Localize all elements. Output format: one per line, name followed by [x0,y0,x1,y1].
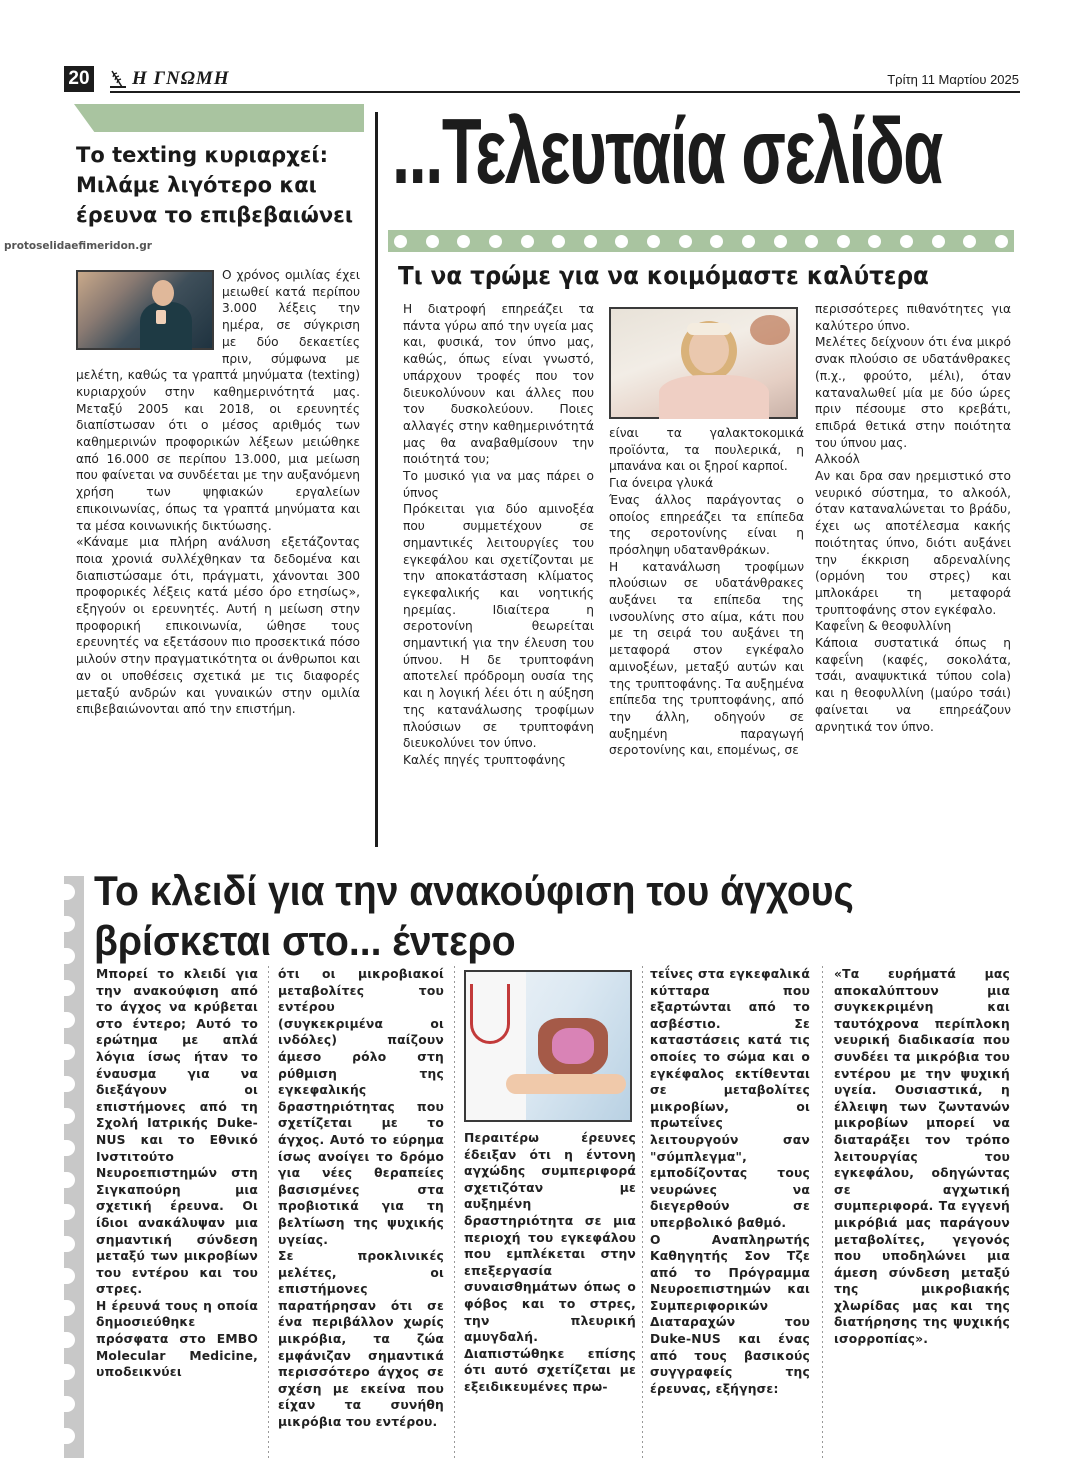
column-separator [822,966,823,1460]
page-number: 20 [64,66,94,92]
paragraph: Ο χρόνος ομιλίας έχει μειωθεί κατά περίπου 3.000 λέξεις την ημέρα, σε σύγκριση με δύο δεκαετίες πριν, σύμφωνα με μελέτη, καθώς τα γραπτά μηνύματα (texting) κυριαρχούν στην καθημερινότητά μας. Μεταξύ 2005 και 2018, οι ερευνητές διαπίστωσαν ότι ο μέσος αριθμός των καθημερινών προφορικών λέξεων μειώθηκε από 16.000 σε περίπου 13.000, μια μείωση που φαίνεται να συνδέεται με την αυξανόμενη χρήση των ψηφιακών εργαλείων επικοινωνίας, όπως τα γραπτά μηνύματα και τα μέσα κοινωνικής δικτύωσης. [76,268,360,533]
column-divider [375,112,378,847]
header-rule [110,91,1020,93]
sleeping-woman-photo [609,307,798,419]
section-banner [74,104,364,132]
paragraph: «Τα ευρήματά μας αποκαλύπτουν μια συγκεκριμένη και ταυτόχρονα περίπλοκη νευρική διαδικασία που συνδέει τα μικρόβια του εντέρου με την ψυχική υγεία. Ουσιαστικά, η έλλειψη των ζωντανών μικροβίων μπορεί να διαταράξει τον τρόπο λειτουργίας του εγκεφάλου, οδηγώντας σε αγχωτική συμπεριφορά. Τα εγγενή μικρόβιά μας παράγουν μεταβολίτες, γεγονός που υποδηλώνει μια άμεση σύνδεση μεταξύ της μικροβιακής χλωρίδας μας και της διατήρησης της ψυχικής ισορροπίας». [834,967,1010,1347]
texting-article-body [76,267,360,718]
column-separator [268,966,269,1460]
paragraph: Αν και δρα σαν ηρεμιστικό στο νευρικό σύστημα, το αλκοόλ, όταν καταναλώνεται το βράδυ, έχει ως αποτέλεσμα κακής ποιότητας ύπνο, διότι αυξάνει την έκκριση αδρεναλίνης (ορμόνη του στρες) και μπλοκάρει τη μεταφορά τρυπτοφάνης στον εγκέφαλο. [815,469,1011,617]
wheat-logo-icon [110,69,126,89]
paragraph: Κάποια συστατικά όπως η καφεΐνη (καφές, σοκολάτα, τσάι, αναψυκτικά τύπου cola) και η θεοφυλλίνη (μαύρο τσάι) φαίνεται να επηρεάζουν αρνητικά τον ύπνο. [815,636,1011,734]
sleep-column-2 [609,301,804,759]
paragraph: «Κάναμε μια πλήρη ανάλυση εξετάζοντας ποια χρονιά συλλέχθηκαν τα δεδομένα και διαπιστώσαμε ότι, πράγματι, χάνονται 300 προφορικές λέξεις κατά μέσο όρο ετησίως», εξηγούν οι ερευνητές. Αυτή η μείωση στην προφορική επικοινωνία, ώθησε τους ερευνητές να εξετάσουν πιο προσεκτικά πόσο μιλούν στην πραγματικότητα οι άνθρωποι και αν οι υποθέσεις σχετικά με τις διαφορές μεταξύ ανδρών και γυναικών στην ομιλία επιβεβαιώνονται από την επιστήμη. [76,535,360,717]
dots-divider [388,230,1014,252]
paragraph: Καλές πηγές τρυπτοφάνης [403,752,566,767]
paragraph: Ο Αναπληρωτής Καθηγητής Σον Τζε από το Πρόγραμμα Νευροεπιστημών και Συμπεριφορικών Διαταραχών του Duke-NUS και ένας από τους βασικούς συγγραφείς της έρευνας, εξήγησε: [650,1232,810,1396]
paragraph: Η έρευνά τους η οποία δημοσιεύθηκε πρόσφατα στο EMBO Molecular Medicine, υποδεικνύει [96,1298,258,1380]
masthead-logo: Η ΓΝΩΜΗ [132,68,230,89]
paragraph: Μελέτες δείχνουν ότι ένα μικρό σνακ πλούσιο σε υδατάνθρακες (π.χ., φρούτο, μέλι), όταν καταναλωθεί μία με δύο ώρες πριν πέσουμε στο κρεβάτι, επιδρά θετικά στην ποιότητα του ύπνου μας. [815,335,1011,450]
paragraph: Μπορεί το κλειδί για την ανακούφιση από το άγχος να κρύβεται στο έντερο; Αυτό το ερώτημα με απλά λόγια ίσως ήταν το έναυσμα για να διεξάγουν οι επιστήμονες από τη Σχολή Ιατρικής Duke-NUS και το Εθνικό Ινστιτούτο Νευροεπιστημών στη Σιγκαπούρη μια σχετική έρευνα. Οι ίδιοι ανακάλυψαν μια σημαντική σύνδεση μεταξύ των μικροβίων του εντέρου και του στρες. [96,967,258,1297]
film-strip-decoration [64,876,84,1458]
masthead [110,66,230,92]
paragraph: Σε προκλινικές μελέτες, οι επιστήμονες παρατήρησαν ότι σε ένα περιβάλλον χωρίς μικρόβια, τα ζώα εμφάνιζαν σημαντικά περισσότερο άγχος σε σχέση με εκείνα που είχαν τα συνήθη μικρόβια του εντέρου. [278,1249,444,1430]
gut-column-1 [96,966,258,1381]
paragraph: Πρόκειται για δύο αμινοξέα που συμμετέχουν σε σημαντικές λειτουργίες του εγκεφάλου και σχετίζονται με την αποκατάσταση κλίματος εγκεφαλικής και νοητικής ηρεμίας. Ιδιαίτερα η σεροτονίνη θεωρείται σημαντική για την έλευση του ύπνου. Η δε τρυπτοφάνη αποτελεί πρόδρομη ουσία της και η λογική λέει ότι η αύξηση της κατανάλωσης τροφίμων πλούσιων σε τρυπτοφάνη διευκολύνει τον ύπνο. [403,502,594,751]
subheading: Το μυσικό για να μας πάρει ο ύπνος [403,469,594,500]
column-separator [642,966,643,1460]
gut-headline: Το κλειδί για την ανακούφιση του άγχους βρίσκεται στο... έντερο [94,867,854,964]
paragraph: τεΐνες στα εγκεφαλικά κύτταρα που εξαρτώνται από το ασβέστιο. Σε καταστάσεις κατά τις οποίες το σώμα και ο εγκέφαλος εκτίθενται σε μεταβολίτες μικροβίων, οι πρωτεΐνες λειτουργούν σαν "σύμπλεγμα", εμποδίζοντας τους νευρώνες να διεγερθούν σε υπερβολικό βαθμό. [650,967,810,1230]
gut-column-4 [650,966,810,1397]
gut-column-2 [278,966,444,1431]
watermark: protoselidaefimeridon.gr [4,240,152,252]
sleep-headline: Τι να τρώμε για να κοιμόμαστε καλύτερα [398,261,929,290]
paragraph: Ένας άλλος παράγοντας ο οποίος επηρεάζει τα επίπεδα της σεροτονίνης είναι η πρόσληψη υδατανθράκων. [609,492,804,557]
section-title: ...Τελευταία σελίδα [392,98,942,203]
issue-date: Τρίτη 11 Μαρτίου 2025 [887,72,1019,87]
subheading: Αλκοόλ [815,452,860,467]
subheading: Καφεΐνη & θεοφυλλίνη [815,619,952,634]
paragraph: ότι οι μικροβιακοί μεταβολίτες του εντέρου (συγκεκριμένα οι ινδόλες) παίζουν άμεσο ρόλο στη ρύθμιση της εγκεφαλικής δραστηριότητας που σχετίζεται με το άγχος. Αυτό το εύρημα ίσως ανοίγει το δρόμο για νέες θεραπείες βασισμένες στα προβιοτικά για τη βελτίωση της ψυχικής υγείας. [278,967,444,1247]
texting-headline: Το texting κυριαρχεί: Μιλάμε λιγότερο και έρευνα το επιβεβαιώνει [76,143,354,227]
doctor-gut-model-photo [464,970,632,1122]
gut-column-3 [464,966,636,1396]
paragraph: είναι τα γαλακτοκομικά προϊόντα, τα πουλερικά, η μπανάνα και οι ξηροί καρποί. [609,426,804,474]
paragraph: Η κατανάλωση τροφίμων πλούσιων σε υδατάνθρακες αυξάνει τα επίπεδα της ινσουλίνης στο αίμα, κάτι που με τη σειρά του αυξάνει τη μεταφορά στον εγκέφαλο αμινοξέων, μεταξύ αυτών και της τρυπτοφάνης. Τα αυξημένα επίπεδα της τρυπτοφάνης, από την άλλη, οδηγούν σε αυξημένη παραγωγή σεροτονίνης και, επομένως, σε [609,559,804,758]
sleep-column-1 [403,301,594,769]
paragraph: Περαιτέρω έρευνες έδειξαν ότι η έντονη αγχώδης συμπεριφορά σχετιζόταν με αυξημένη δραστηριότητα σε μια περιοχή του εγκεφάλου που εμπλέκεται στην επεξεργασία συναισθημάτων όπως ο φόβος και το στρες, την πλευρική αμυγδαλή. Διαπιστώθηκε επίσης ότι αυτό σχετίζεται με εξειδικευμένες πρω- [464,1131,636,1394]
column-separator [454,966,455,1460]
subheading: Για όνειρα γλυκά [609,476,714,491]
paragraph: Η διατροφή επηρεάζει τα πάντα γύρω από την υγεία μας και, φυσικά, τον ύπνο μας, καθώς, όπως είναι γνωστό, υπάρχουν τροφές που τον διευκολύνουν και άλλες που τον δυσκολεύουν. Ποιες αλλαγές στην καθημερινότητά μας θα αναβαθμίσουν την ποιότητά του; [403,302,594,467]
sleep-column-3 [815,301,1011,735]
texting-photo [76,270,214,350]
gut-column-5 [834,966,1010,1348]
paragraph: περισσότερες πιθανότητες για καλύτερο ύπνο. [815,302,1011,333]
